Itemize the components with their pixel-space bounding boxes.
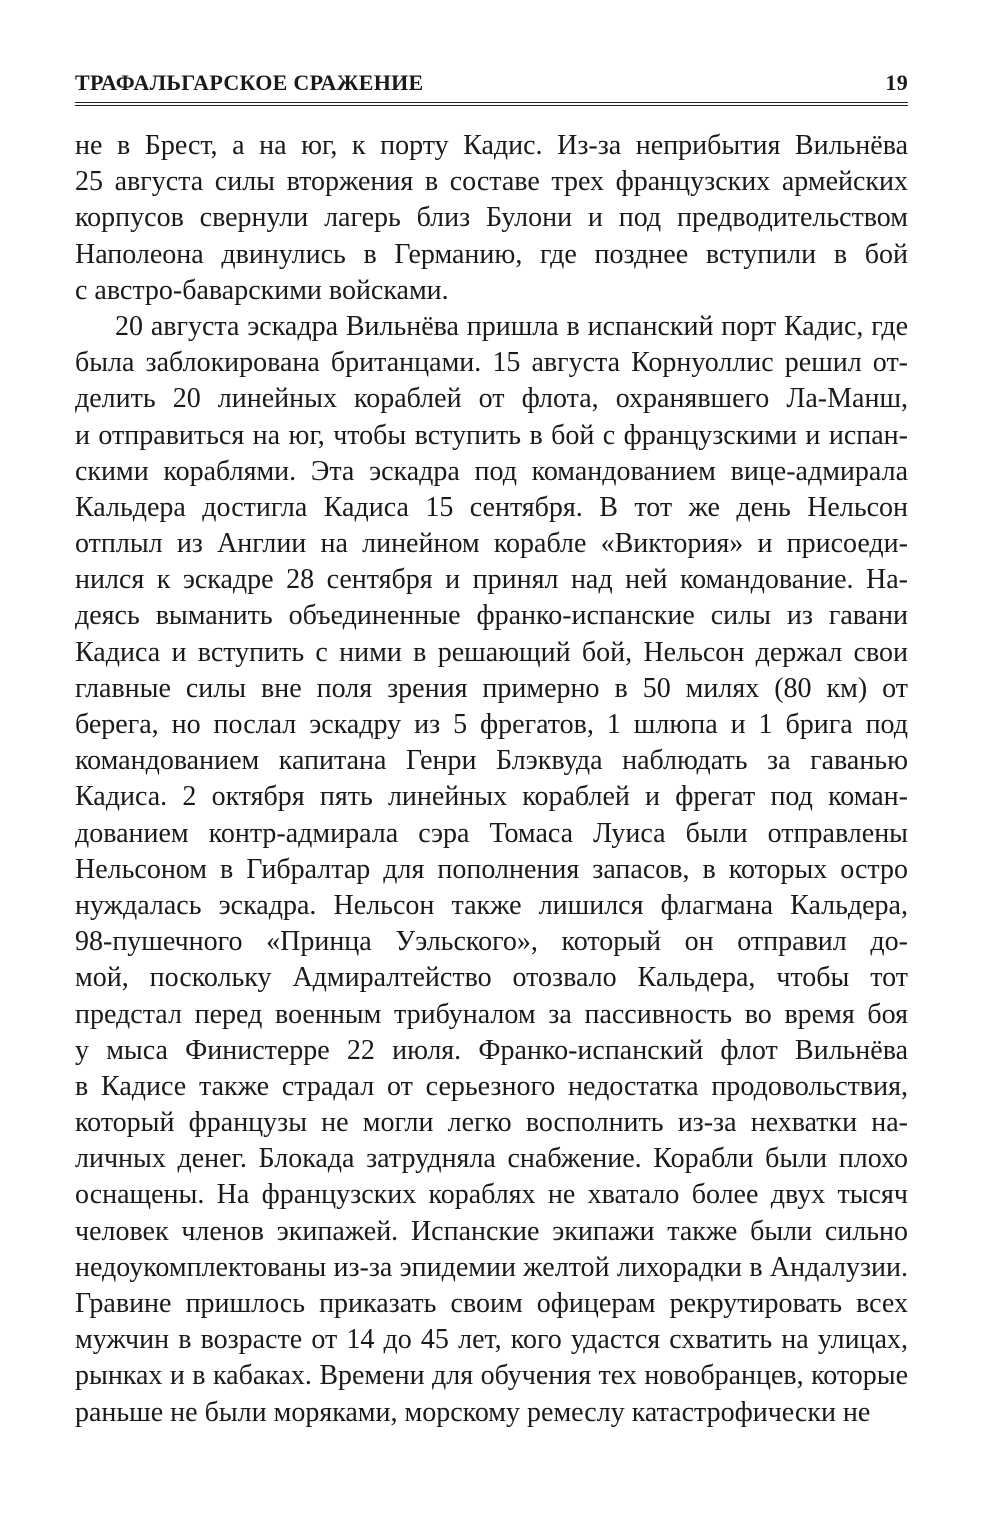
text-line: человек членов экипажей. Испанские экипажи также были сильно [75,1215,908,1247]
text-line: мужчин в возрасте от 14 до 45 лет, кого удастся схватить на улицах, [75,1324,908,1356]
text-line: не в Брест, а на юг, к порту Кадис. Из-за неприбытия Вильнёва [75,130,908,161]
text-line: с австро-баварскими войсками. [75,274,449,306]
text-line: Кальдера достигла Кадиса 15 сентября. В тот же день Нельсон [75,491,908,523]
text-line: командованием капитана Генри Блэквуда наблюдать за гаванью [75,745,908,777]
text-line: у мыса Финистерре 22 июля. Франко-испанский флот Вильнёва [75,1034,908,1066]
running-header [75,60,908,96]
text-line: дованием контр-адмирала сэра Томаса Луиса были отправлены [75,817,908,849]
text-line: недоукомплектованы из-за эпидемии желтой лихорадки в Андалузии. [75,1251,908,1283]
text-line: нуждалась эскадра. Нельсон также лишился флагмана Кальдера, [75,889,908,921]
chapter-title: ТРАФАЛЬГАРСКОЕ СРАЖЕНИЕ [75,70,424,95]
text-line: скими кораблями. Эта эскадра под командованием вице-адмирала [75,455,908,487]
text-line: личных денег. Блокада затрудняла снабжение. Корабли были плохо [75,1143,908,1175]
text-line: рынках и в кабаках. Времени для обучения тех новобранцев, которые [75,1360,908,1392]
text-line: Кадиса и вступить с ними в решающий бой, Нельсон держал свои [75,636,908,668]
text-line: делить 20 линейных кораблей от флота, охранявшего Ла-Манш, [75,383,908,415]
text-line: 25 августа силы вторжения в составе трех французских армейских [75,166,908,198]
text-line: нился к эскадре 28 сентября и принял над ней командование. На- [75,564,908,596]
header-rule [75,102,908,106]
body-text [75,128,908,1431]
text-line: раньше не были моряками, морскому ремеслу катастрофически не [75,1396,871,1428]
book-page [75,60,908,1431]
text-line: берега, но послал эскадру из 5 фрегатов, 1 шлюпа и 1 брига под [75,709,908,740]
text-line: Нельсоном в Гибралтар для пополнения запасов, в которых остро [75,853,908,885]
text-line: Наполеона двинулись в Германию, где позднее вступили в бой [75,238,908,270]
page-number: 19 [885,70,908,95]
text-line: и отправиться на юг, чтобы вступить в бой с французскими и испан- [75,419,908,451]
text-line: предстал перед военным трибуналом за пассивность во время боя [75,998,908,1030]
paragraph [75,128,908,309]
text-line: корпусов свернули лагерь близ Булони и под предводительством [75,202,908,234]
text-line: Кадиса. 2 октября пять линейных кораблей и фрегат под коман- [75,781,908,813]
text-line: была заблокирована британцами. 15 августа Корнуоллис решил от- [75,347,908,379]
text-line: оснащены. На французских кораблях не хватало более двух тысяч [75,1179,908,1211]
text-line: отплыл из Англии на линейном корабле «Виктория» и присоеди- [75,528,908,560]
paragraph [75,309,908,1431]
text-line: 20 августа эскадра Вильнёва пришла в испанский порт Кадис, где [115,310,908,342]
text-line: который французы не могли легко восполнить из-за нехватки на- [75,1107,908,1139]
text-line: Гравине пришлось приказать своим офицерам рекрутировать всех [75,1288,908,1319]
text-line: 98-пушечного «Принца Уэльского», который он отправил до- [75,926,908,958]
text-line: мой, поскольку Адмиралтейство отозвало Кальдера, чтобы тот [75,962,908,994]
text-line: в Кадисе также страдал от серьезного недостатка продовольствия, [75,1070,908,1102]
text-line: деясь выманить объединенные франко-испанские силы из гавани [75,600,908,632]
text-line: главные силы вне поля зрения примерно в 50 милях (80 км) от [75,672,908,704]
